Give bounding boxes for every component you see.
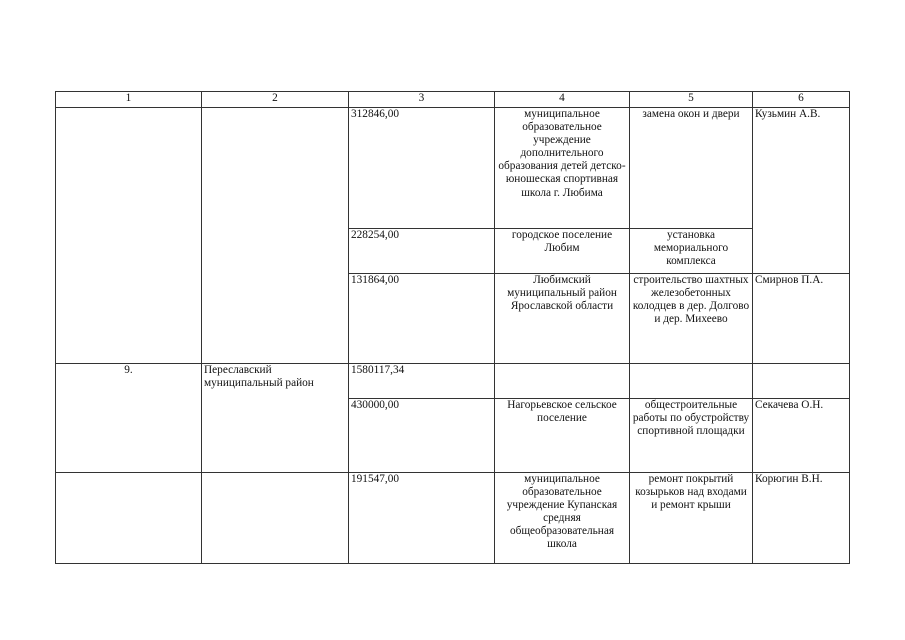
district-cell: Переславский муниципальный район [202,364,349,473]
header-row [56,92,850,108]
organization-cell: Нагорьевское сельское поселение [495,399,630,473]
header-col-4: 4 [495,92,630,108]
table-row [56,473,850,564]
amount-cell: 430000,00 [349,399,495,473]
amount-cell: 312846,00 [349,108,495,229]
person-cell: Смирнов П.А. [753,274,850,364]
person-cell [753,364,850,399]
work-cell: ремонт покрытий козырьков над входами и ремонт крыши [630,473,753,564]
header-col-5: 5 [630,92,753,108]
header-col-3: 3 [349,92,495,108]
organization-cell: муниципальное образовательное учреждение Купанская средняя общеобразовательная школа [495,473,630,564]
work-cell: строительство шахтных железобетонных колодцев в дер. Долгово и дер. Михеево [630,274,753,364]
district-cell [202,473,349,564]
work-cell: установка мемориального комплекса [630,229,753,274]
work-cell [630,364,753,399]
header-col-6: 6 [753,92,850,108]
person-cell: Секачева О.Н. [753,399,850,473]
person-cell: Кузьмин А.В. [753,108,850,274]
organization-cell [495,364,630,399]
organization-cell: муниципальное образовательное учреждение дополнительного образования детей детско-юношеская спортивная школа г. Любима [495,108,630,229]
work-cell: общестроительные работы по обустройству спортивной площадки [630,399,753,473]
amount-cell: 191547,00 [349,473,495,564]
report-table [55,91,850,564]
work-cell: замена окон и двери [630,108,753,229]
table-row [56,364,850,399]
organization-cell: Любимский муниципальный район Ярославской области [495,274,630,364]
amount-cell: 131864,00 [349,274,495,364]
row-number-cell: 9. [56,364,202,473]
table-row [56,108,850,229]
person-cell: Корюгин В.Н. [753,473,850,564]
amount-cell: 1580117,34 [349,364,495,399]
num-cell-merged [56,108,202,364]
district-cell-merged [202,108,349,364]
amount-cell: 228254,00 [349,229,495,274]
header-col-1: 1 [56,92,202,108]
num-cell [56,473,202,564]
organization-cell: городское поселение Любим [495,229,630,274]
header-col-2: 2 [202,92,349,108]
